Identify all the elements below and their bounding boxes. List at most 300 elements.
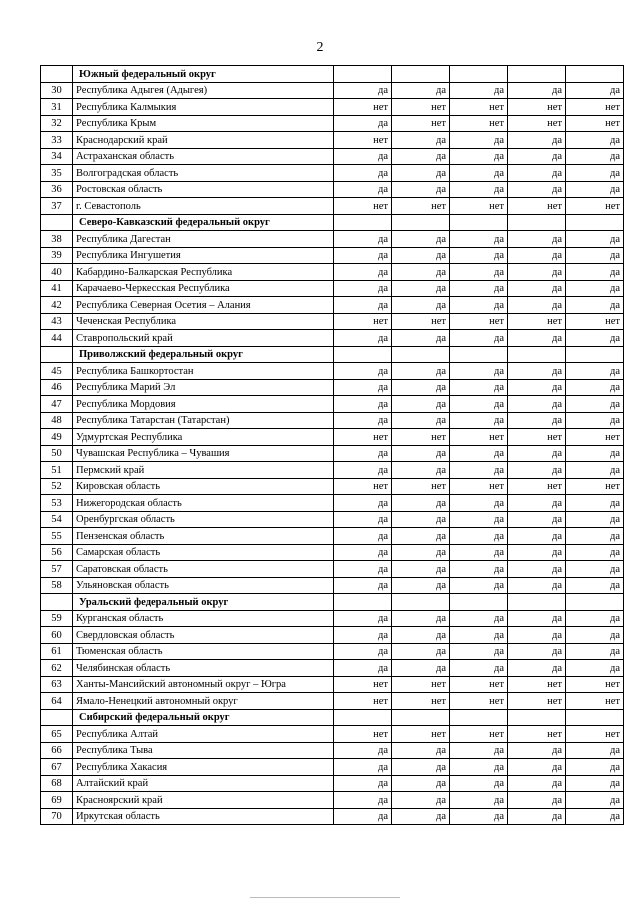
value-cell-3: да: [450, 511, 508, 528]
value-cell-1: да: [334, 247, 392, 264]
row-number: 50: [41, 445, 73, 462]
value-cell-3: да: [450, 528, 508, 545]
table-row: [41, 379, 624, 396]
region-name: Иркутская область: [73, 808, 334, 825]
value-cell-5: да: [566, 330, 624, 347]
value-cell-1: да: [334, 82, 392, 99]
value-cell-1: да: [334, 280, 392, 297]
value-cell-1: [334, 214, 392, 231]
region-name: Республика Калмыкия: [73, 99, 334, 116]
value-cell-5: да: [566, 445, 624, 462]
region-name: Карачаево-Черкесская Республика: [73, 280, 334, 297]
region-name: Ставропольский край: [73, 330, 334, 347]
value-cell-1: нет: [334, 478, 392, 495]
value-cell-3: да: [450, 643, 508, 660]
value-cell-4: нет: [508, 313, 566, 330]
value-cell-5: да: [566, 132, 624, 149]
value-cell-2: нет: [392, 726, 450, 743]
value-cell-2: да: [392, 610, 450, 627]
row-number: 68: [41, 775, 73, 792]
region-name: Республика Ингушетия: [73, 247, 334, 264]
value-cell-2: да: [392, 627, 450, 644]
value-cell-3: да: [450, 495, 508, 512]
region-name: Республика Башкортостан: [73, 363, 334, 380]
value-cell-2: [392, 346, 450, 363]
row-number: [41, 594, 73, 611]
value-cell-3: да: [450, 660, 508, 677]
table-row: [41, 676, 624, 693]
value-cell-5: да: [566, 577, 624, 594]
district-name: Южный федеральный округ: [73, 66, 334, 83]
row-number: 70: [41, 808, 73, 825]
value-cell-4: нет: [508, 693, 566, 710]
value-cell-4: да: [508, 297, 566, 314]
table-row: [41, 280, 624, 297]
value-cell-1: да: [334, 165, 392, 182]
row-number: 60: [41, 627, 73, 644]
table-row: [41, 313, 624, 330]
value-cell-5: нет: [566, 198, 624, 215]
row-number: 53: [41, 495, 73, 512]
value-cell-1: [334, 709, 392, 726]
value-cell-2: нет: [392, 99, 450, 116]
table-row: [41, 231, 624, 248]
value-cell-5: [566, 594, 624, 611]
row-number: 31: [41, 99, 73, 116]
value-cell-5: да: [566, 561, 624, 578]
value-cell-1: нет: [334, 676, 392, 693]
row-number: 49: [41, 429, 73, 446]
table-row: [41, 99, 624, 116]
row-number: 66: [41, 742, 73, 759]
value-cell-2: да: [392, 775, 450, 792]
region-name: Чеченская Республика: [73, 313, 334, 330]
value-cell-2: да: [392, 759, 450, 776]
value-cell-5: да: [566, 742, 624, 759]
value-cell-1: да: [334, 759, 392, 776]
district-header-row: [41, 594, 624, 611]
value-cell-3: да: [450, 280, 508, 297]
value-cell-5: да: [566, 792, 624, 809]
row-number: 48: [41, 412, 73, 429]
regions-table-body: [41, 66, 624, 825]
value-cell-2: нет: [392, 693, 450, 710]
value-cell-4: да: [508, 379, 566, 396]
value-cell-4: нет: [508, 429, 566, 446]
value-cell-5: да: [566, 495, 624, 512]
table-row: [41, 759, 624, 776]
district-name: Северо-Кавказский федеральный округ: [73, 214, 334, 231]
table-row: [41, 412, 624, 429]
value-cell-1: да: [334, 445, 392, 462]
region-name: Нижегородская область: [73, 495, 334, 512]
row-number: 56: [41, 544, 73, 561]
value-cell-5: да: [566, 759, 624, 776]
region-name: Кабардино-Балкарская Республика: [73, 264, 334, 281]
value-cell-4: да: [508, 264, 566, 281]
row-number: 55: [41, 528, 73, 545]
row-number: 35: [41, 165, 73, 182]
value-cell-3: да: [450, 247, 508, 264]
value-cell-2: да: [392, 132, 450, 149]
value-cell-3: да: [450, 792, 508, 809]
value-cell-5: нет: [566, 693, 624, 710]
value-cell-2: да: [392, 742, 450, 759]
value-cell-3: да: [450, 412, 508, 429]
value-cell-4: да: [508, 610, 566, 627]
value-cell-4: да: [508, 132, 566, 149]
value-cell-2: да: [392, 511, 450, 528]
value-cell-3: нет: [450, 198, 508, 215]
row-number: [41, 214, 73, 231]
value-cell-1: да: [334, 379, 392, 396]
table-row: [41, 561, 624, 578]
row-number: 67: [41, 759, 73, 776]
region-name: Свердловская область: [73, 627, 334, 644]
table-row: [41, 181, 624, 198]
table-row: [41, 792, 624, 809]
value-cell-5: да: [566, 544, 624, 561]
row-number: [41, 346, 73, 363]
value-cell-4: да: [508, 148, 566, 165]
value-cell-5: нет: [566, 676, 624, 693]
table-row: [41, 429, 624, 446]
row-number: 33: [41, 132, 73, 149]
region-name: Республика Адыгея (Адыгея): [73, 82, 334, 99]
table-row: [41, 511, 624, 528]
table-row: [41, 577, 624, 594]
value-cell-1: да: [334, 231, 392, 248]
region-name: Ханты-Мансийский автономный округ – Югра: [73, 676, 334, 693]
district-header-row: [41, 346, 624, 363]
value-cell-4: да: [508, 412, 566, 429]
value-cell-5: да: [566, 396, 624, 413]
value-cell-1: нет: [334, 693, 392, 710]
district-header-row: [41, 709, 624, 726]
value-cell-4: да: [508, 330, 566, 347]
scan-edge-line: [250, 897, 400, 898]
table-row: [41, 247, 624, 264]
value-cell-5: да: [566, 462, 624, 479]
value-cell-1: нет: [334, 313, 392, 330]
row-number: 30: [41, 82, 73, 99]
value-cell-2: да: [392, 462, 450, 479]
value-cell-2: да: [392, 808, 450, 825]
value-cell-2: да: [392, 412, 450, 429]
value-cell-4: да: [508, 561, 566, 578]
value-cell-4: нет: [508, 726, 566, 743]
region-name: Красноярский край: [73, 792, 334, 809]
value-cell-3: да: [450, 808, 508, 825]
page-number: 2: [316, 40, 324, 55]
region-name: Алтайский край: [73, 775, 334, 792]
value-cell-1: да: [334, 627, 392, 644]
value-cell-2: да: [392, 165, 450, 182]
table-row: [41, 132, 624, 149]
value-cell-4: [508, 709, 566, 726]
value-cell-5: да: [566, 528, 624, 545]
value-cell-4: да: [508, 247, 566, 264]
region-name: Республика Хакасия: [73, 759, 334, 776]
region-name: г. Севастополь: [73, 198, 334, 215]
value-cell-3: да: [450, 148, 508, 165]
value-cell-4: да: [508, 792, 566, 809]
value-cell-3: да: [450, 610, 508, 627]
value-cell-1: да: [334, 610, 392, 627]
value-cell-3: да: [450, 577, 508, 594]
regions-table: [40, 65, 624, 825]
value-cell-2: да: [392, 544, 450, 561]
value-cell-4: да: [508, 363, 566, 380]
row-number: 63: [41, 676, 73, 693]
value-cell-4: да: [508, 462, 566, 479]
row-number: [41, 709, 73, 726]
region-name: Пензенская область: [73, 528, 334, 545]
value-cell-3: да: [450, 759, 508, 776]
value-cell-3: [450, 709, 508, 726]
value-cell-2: нет: [392, 478, 450, 495]
row-number: [41, 66, 73, 83]
value-cell-3: да: [450, 330, 508, 347]
value-cell-5: [566, 66, 624, 83]
value-cell-4: нет: [508, 99, 566, 116]
value-cell-2: да: [392, 148, 450, 165]
value-cell-2: да: [392, 297, 450, 314]
row-number: 43: [41, 313, 73, 330]
value-cell-5: да: [566, 165, 624, 182]
value-cell-2: да: [392, 660, 450, 677]
value-cell-2: нет: [392, 429, 450, 446]
region-name: Республика Тыва: [73, 742, 334, 759]
table-row: [41, 115, 624, 132]
value-cell-5: да: [566, 181, 624, 198]
value-cell-5: [566, 214, 624, 231]
row-number: 47: [41, 396, 73, 413]
region-name: Ямало-Ненецкий автономный округ: [73, 693, 334, 710]
row-number: 44: [41, 330, 73, 347]
row-number: 61: [41, 643, 73, 660]
value-cell-1: да: [334, 412, 392, 429]
region-name: Курганская область: [73, 610, 334, 627]
row-number: 37: [41, 198, 73, 215]
value-cell-3: нет: [450, 99, 508, 116]
value-cell-1: да: [334, 148, 392, 165]
region-name: Республика Алтай: [73, 726, 334, 743]
value-cell-3: да: [450, 231, 508, 248]
value-cell-2: да: [392, 363, 450, 380]
value-cell-5: нет: [566, 429, 624, 446]
value-cell-1: да: [334, 297, 392, 314]
value-cell-1: да: [334, 396, 392, 413]
value-cell-1: да: [334, 660, 392, 677]
value-cell-4: да: [508, 181, 566, 198]
value-cell-3: да: [450, 264, 508, 281]
table-row: [41, 643, 624, 660]
value-cell-5: да: [566, 412, 624, 429]
value-cell-1: да: [334, 808, 392, 825]
table-row: [41, 495, 624, 512]
value-cell-3: да: [450, 396, 508, 413]
value-cell-3: да: [450, 132, 508, 149]
value-cell-5: да: [566, 264, 624, 281]
value-cell-5: нет: [566, 478, 624, 495]
value-cell-3: нет: [450, 676, 508, 693]
region-name: Кировская область: [73, 478, 334, 495]
row-number: 38: [41, 231, 73, 248]
district-name: Сибирский федеральный округ: [73, 709, 334, 726]
table-row: [41, 445, 624, 462]
value-cell-1: да: [334, 561, 392, 578]
value-cell-1: да: [334, 742, 392, 759]
value-cell-4: да: [508, 660, 566, 677]
value-cell-5: да: [566, 363, 624, 380]
value-cell-3: да: [450, 742, 508, 759]
table-row: [41, 148, 624, 165]
row-number: 39: [41, 247, 73, 264]
table-row: [41, 544, 624, 561]
region-name: Краснодарский край: [73, 132, 334, 149]
value-cell-3: нет: [450, 115, 508, 132]
value-cell-2: да: [392, 495, 450, 512]
value-cell-4: да: [508, 231, 566, 248]
value-cell-1: да: [334, 495, 392, 512]
value-cell-1: [334, 66, 392, 83]
region-name: Республика Марий Эл: [73, 379, 334, 396]
value-cell-2: да: [392, 577, 450, 594]
value-cell-4: нет: [508, 198, 566, 215]
table-row: [41, 693, 624, 710]
row-number: 65: [41, 726, 73, 743]
region-name: Саратовская область: [73, 561, 334, 578]
value-cell-4: да: [508, 280, 566, 297]
value-cell-4: [508, 594, 566, 611]
row-number: 34: [41, 148, 73, 165]
value-cell-1: да: [334, 775, 392, 792]
value-cell-3: да: [450, 775, 508, 792]
value-cell-2: да: [392, 445, 450, 462]
value-cell-2: [392, 594, 450, 611]
value-cell-4: да: [508, 511, 566, 528]
value-cell-2: да: [392, 264, 450, 281]
value-cell-3: [450, 214, 508, 231]
region-name: Ульяновская область: [73, 577, 334, 594]
value-cell-3: да: [450, 544, 508, 561]
value-cell-3: [450, 594, 508, 611]
value-cell-5: да: [566, 511, 624, 528]
row-number: 46: [41, 379, 73, 396]
value-cell-4: да: [508, 396, 566, 413]
region-name: Астраханская область: [73, 148, 334, 165]
value-cell-3: да: [450, 181, 508, 198]
value-cell-4: да: [508, 808, 566, 825]
value-cell-4: да: [508, 775, 566, 792]
value-cell-2: да: [392, 561, 450, 578]
value-cell-5: да: [566, 231, 624, 248]
value-cell-1: нет: [334, 726, 392, 743]
region-name: Тюменская область: [73, 643, 334, 660]
table-row: [41, 528, 624, 545]
value-cell-2: да: [392, 379, 450, 396]
value-cell-2: нет: [392, 115, 450, 132]
value-cell-3: нет: [450, 429, 508, 446]
value-cell-1: да: [334, 577, 392, 594]
value-cell-3: [450, 66, 508, 83]
value-cell-2: нет: [392, 198, 450, 215]
value-cell-2: нет: [392, 676, 450, 693]
district-header-row: [41, 214, 624, 231]
value-cell-4: да: [508, 544, 566, 561]
value-cell-3: да: [450, 82, 508, 99]
value-cell-3: да: [450, 445, 508, 462]
value-cell-5: да: [566, 610, 624, 627]
value-cell-1: да: [334, 264, 392, 281]
value-cell-5: нет: [566, 726, 624, 743]
row-number: 52: [41, 478, 73, 495]
value-cell-2: да: [392, 231, 450, 248]
value-cell-4: да: [508, 759, 566, 776]
table-row: [41, 478, 624, 495]
value-cell-3: да: [450, 561, 508, 578]
value-cell-4: да: [508, 528, 566, 545]
value-cell-2: нет: [392, 313, 450, 330]
row-number: 62: [41, 660, 73, 677]
row-number: 57: [41, 561, 73, 578]
value-cell-1: да: [334, 363, 392, 380]
value-cell-4: нет: [508, 115, 566, 132]
value-cell-1: да: [334, 115, 392, 132]
value-cell-2: [392, 709, 450, 726]
region-name: Оренбургская область: [73, 511, 334, 528]
value-cell-1: да: [334, 511, 392, 528]
table-row: [41, 742, 624, 759]
table-row: [41, 610, 624, 627]
value-cell-2: да: [392, 792, 450, 809]
table-row: [41, 198, 624, 215]
row-number: 32: [41, 115, 73, 132]
value-cell-1: да: [334, 181, 392, 198]
table-row: [41, 82, 624, 99]
value-cell-2: да: [392, 643, 450, 660]
row-number: 54: [41, 511, 73, 528]
value-cell-2: да: [392, 396, 450, 413]
value-cell-4: нет: [508, 478, 566, 495]
row-number: 59: [41, 610, 73, 627]
value-cell-5: нет: [566, 99, 624, 116]
district-name: Приволжский федеральный округ: [73, 346, 334, 363]
district-name: Уральский федеральный округ: [73, 594, 334, 611]
table-row: [41, 264, 624, 281]
value-cell-4: нет: [508, 676, 566, 693]
value-cell-2: да: [392, 280, 450, 297]
value-cell-1: нет: [334, 99, 392, 116]
value-cell-2: да: [392, 528, 450, 545]
value-cell-4: да: [508, 643, 566, 660]
value-cell-1: [334, 594, 392, 611]
value-cell-1: да: [334, 643, 392, 660]
value-cell-3: [450, 346, 508, 363]
table-row: [41, 627, 624, 644]
region-name: Удмуртская Республика: [73, 429, 334, 446]
value-cell-4: [508, 66, 566, 83]
value-cell-1: [334, 346, 392, 363]
value-cell-3: да: [450, 165, 508, 182]
region-name: Республика Северная Осетия – Алания: [73, 297, 334, 314]
value-cell-5: да: [566, 808, 624, 825]
value-cell-3: да: [450, 363, 508, 380]
table-row: [41, 363, 624, 380]
region-name: Челябинская область: [73, 660, 334, 677]
value-cell-2: да: [392, 330, 450, 347]
